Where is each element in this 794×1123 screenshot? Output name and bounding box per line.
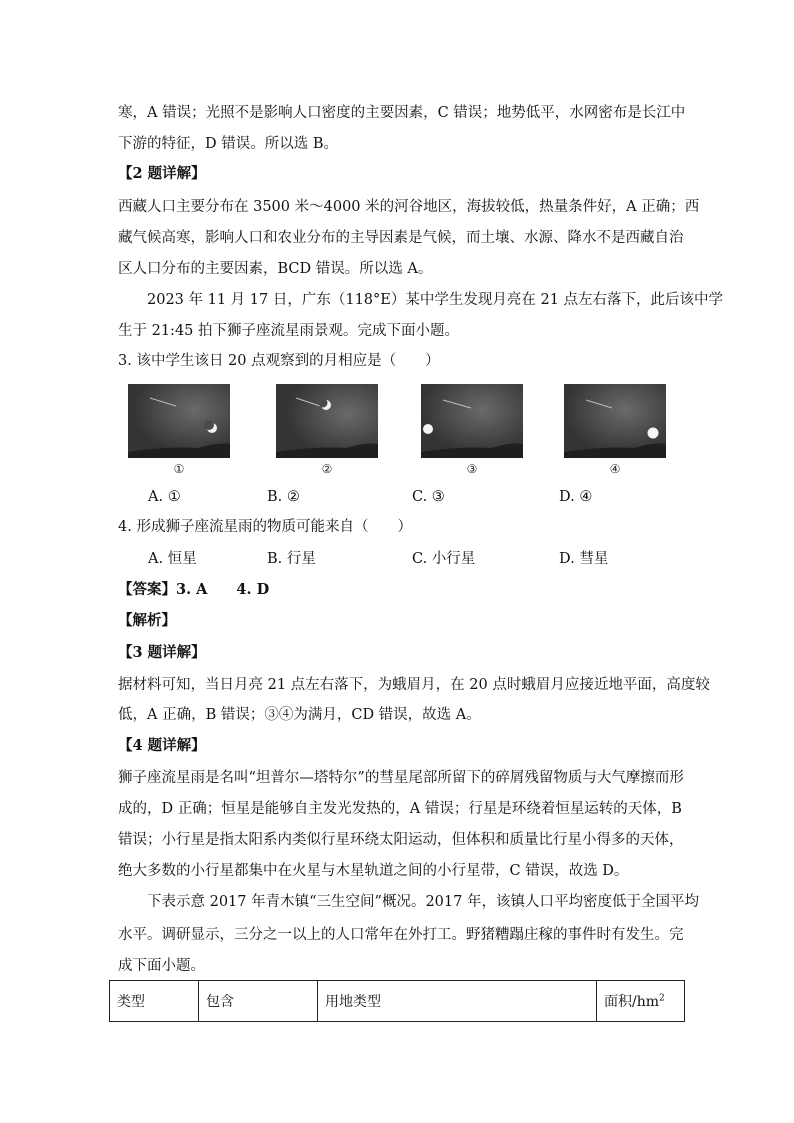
text-line: 下表示意 2017 年青木镇“三生空间”概况。2017 年，该镇人口平均密度低于全国平均: [147, 894, 699, 910]
text-line: 生于 21:45 拍下狮子座流星雨景观。完成下面小题。: [118, 323, 460, 339]
q4-option-a: A. 恒星: [148, 551, 197, 567]
text-line: 成下面小题。: [118, 958, 205, 974]
photo-2-label: ②: [321, 462, 333, 476]
text-line: 寒，A 错误；光照不是影响人口密度的主要因素，C 错误；地势低平，水网密布是长江中: [118, 105, 686, 121]
table-header-row: [110, 981, 685, 1022]
text-line: 据材料可知，当日月亮 21 点左右落下，为蛾眉月，在 20 点时蛾眉月应接近地平面，高度较: [118, 677, 710, 693]
q3-option-c: C. ③: [412, 489, 445, 505]
analysis-heading: 【解析】: [118, 612, 176, 629]
moon-phase-photos: [0, 384, 794, 474]
text-line: 成的，D 正确；恒星是能够自主发光发热的，A 错误；行星是环绕着恒星运转的天体，B: [118, 801, 682, 817]
table-header-cell: 包含: [199, 981, 318, 1022]
photo-3: [421, 384, 523, 458]
text-line: 低，A 正确，B 错误；③④为满月，CD 错误，故选 A。: [118, 707, 481, 723]
photo-4-label: ④: [609, 462, 621, 476]
q4-option-c: C. 小行星: [412, 551, 476, 567]
area-unit-sup: 2: [659, 993, 665, 1004]
question-4: 4. 形成狮子座流星雨的物质可能来自（ ）: [118, 519, 412, 535]
q3-option-b: B. ②: [267, 489, 300, 505]
question-3: 3. 该中学生该日 20 点观察到的月相应是（ ）: [118, 353, 440, 369]
space-overview-table: [109, 980, 685, 1022]
photo-1-label: ①: [173, 462, 185, 476]
photo-2: [276, 384, 378, 458]
text-line: 藏气候高寒，影响人口和农业分布的主导因素是气候，而土壤、水源、降水不是西藏自治: [118, 230, 684, 246]
photo-1: [128, 384, 230, 458]
text-line: 西藏人口主要分布在 3500 米～4000 米的河谷地区，海拔较低，热量条件好，A 正确；西: [118, 199, 700, 215]
photo-4: [564, 384, 666, 458]
answer-line: 【答案】3. A 4. D: [118, 581, 270, 598]
section-heading: 【2 题详解】: [118, 165, 206, 182]
text-line: 区人口分布的主要因素，BCD 错误。所以选 A。: [118, 261, 433, 277]
table-header-cell: 用地类型: [318, 981, 597, 1022]
table-header-cell: 类型: [110, 981, 199, 1022]
photo-3-label: ③: [466, 462, 478, 476]
detail-3-heading: 【3 题详解】: [118, 644, 206, 661]
text-line: 错误；小行星是指太阳系内类似行星环绕太阳运动，但体积和质量比行星小得多的天体，: [118, 832, 684, 848]
detail-4-heading: 【4 题详解】: [118, 737, 206, 754]
q3-option-a: A. ①: [148, 489, 181, 505]
text-line: 2023 年 11 月 17 日，广东（118°E）某中学生发现月亮在 21 点左右落下，此后该中学: [147, 292, 724, 308]
text-line: 绝大多数的小行星都集中在火星与木星轨道之间的小行星带，C 错误，故选 D。: [118, 863, 629, 879]
table-header-cell-area: [597, 981, 685, 1022]
q4-option-d: D. 彗星: [559, 551, 609, 567]
text-line: 下游的特征，D 错误。所以选 B。: [118, 136, 338, 152]
area-unit: 面积/hm: [604, 994, 660, 1010]
text-line: 狮子座流星雨是名叫“坦普尔—塔特尔”的彗星尾部所留下的碎屑残留物质与大气摩擦而形: [118, 770, 684, 786]
text-line: 水平。调研显示，三分之一以上的人口常年在外打工。野猪糟蹋庄稼的事件时有发生。完: [118, 927, 684, 943]
q3-option-d: D. ④: [559, 489, 593, 505]
q4-option-b: B. 行星: [267, 551, 316, 567]
